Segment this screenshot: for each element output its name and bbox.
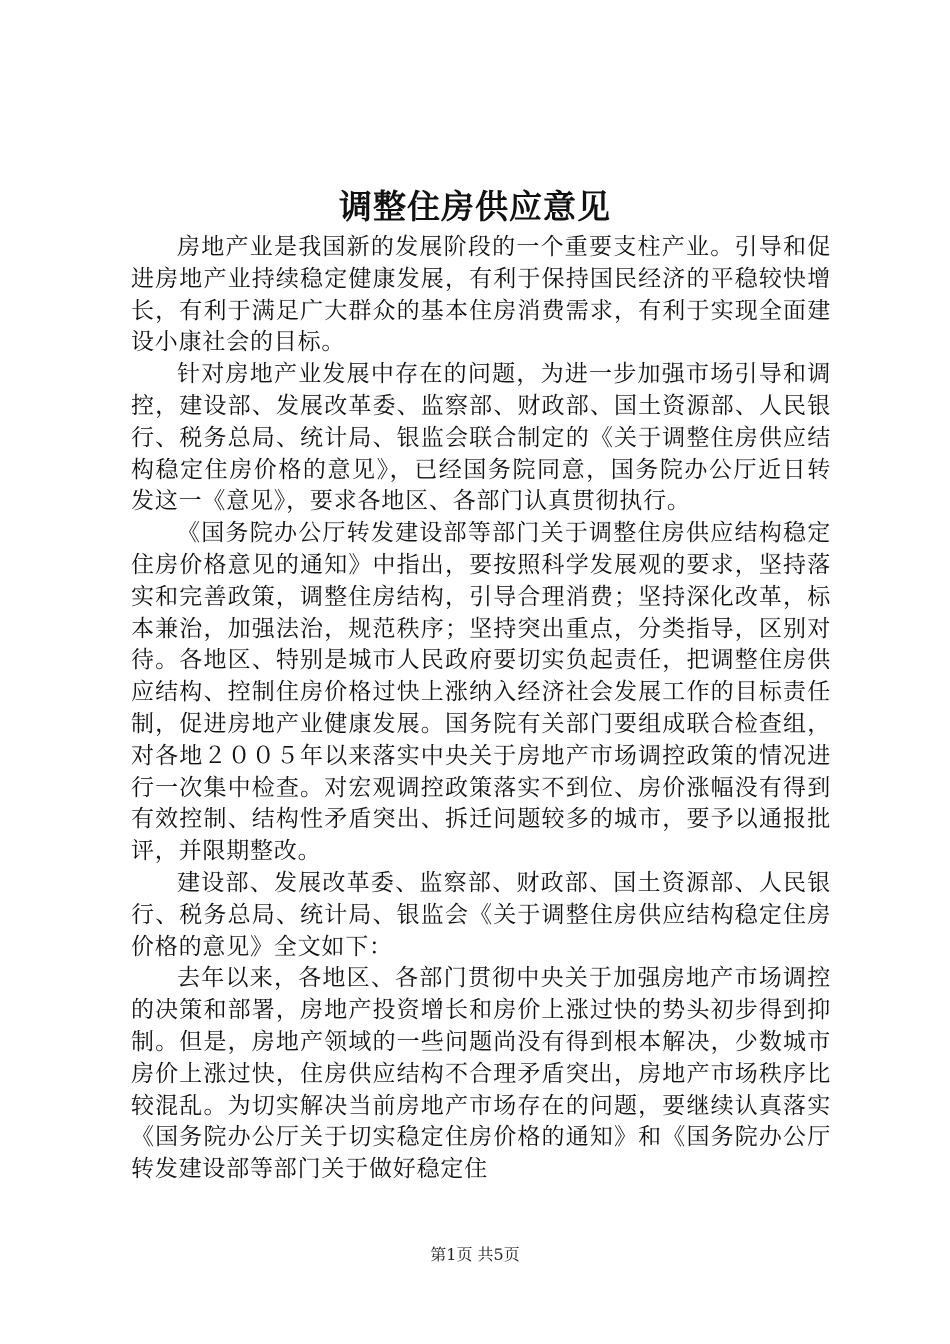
- paragraph-3: 《国务院办公厅转发建设部等部门关于调整住房供应结构稳定住房价格意见的通知》中指出，要按照科学发展观的要求，坚持落实和完善政策，调整住房结构，引导合理消费；坚持深化改革，标本兼治，加强法治，规范秩序；坚持突出重点，分类指导，区别对待。各地区、特别是城市人民政府要切实负起责任，把调整住房供应结构、控制住房价格过快上涨纳入经济社会发展工作的目标责任制，促进房地产业健康发展。国务院有关部门要组成联合检查组，对各地２００５年以来落实中央关于房地产市场调控政策的情况进行一次集中检查。对宏观调控政策落实不到位、房价涨幅没有得到有效控制、结构性矛盾突出、拆迁问题较多的城市，要予以通报批评，并限期整改。: [131, 520, 831, 865]
- paragraph-1: 房地产业是我国新的发展阶段的一个重要支柱产业。引导和促进房地产业持续稳定健康发展，有利于保持国民经济的平稳较快增长，有利于满足广大群众的基本住房消费需求，有利于实现全面建设小康社会的目标。: [131, 234, 831, 356]
- paragraph-5: 去年以来，各地区、各部门贯彻中央关于加强房地产市场调控的决策和部署，房地产投资增长和房价上涨过快的势头初步得到抑制。但是，房地产领域的一些问题尚没有得到根本解决，少数城市房价上涨过快，住房供应结构不合理矛盾突出，房地产市场秩序比较混乱。为切实解决当前房地产市场存在的问题，要继续认真落实《国务院办公厅关于切实稳定住房价格的通知》和《国务院办公厅转发建设部等部门关于做好稳定住: [131, 965, 831, 1183]
- document-body: [131, 232, 831, 1186]
- paragraph-2: 针对房地产业发展中存在的问题，为进一步加强市场引导和调控，建设部、发展改革委、监察部、财政部、国土资源部、人民银行、税务总局、统计局、银监会联合制定的《关于调整住房供应结构稳定住房价格的意见》，已经国务院同意，国务院办公厅近日转发这一《意见》，要求各地区、各部门认真贯彻执行。: [131, 361, 831, 515]
- page-number-footer: 第1页 共5页: [430, 1245, 520, 1264]
- document-title: 调整住房供应意见: [339, 187, 611, 226]
- paragraph-4: 建设部、发展改革委、监察部、财政部、国土资源部、人民银行、税务总局、统计局、银监会《关于调整住房供应结构稳定住房价格的意见》全文如下：: [131, 869, 831, 960]
